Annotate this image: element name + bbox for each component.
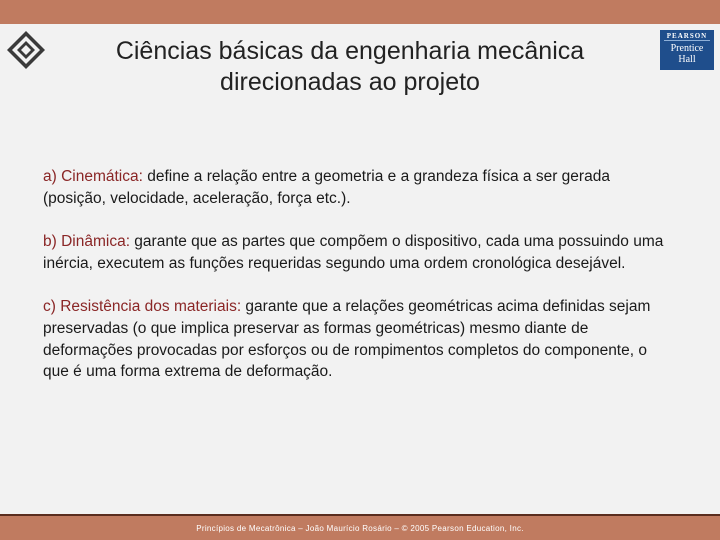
definition-kinematics: define a relação entre a geometria e a grandeza física a ser gerada (posição, velocidade, aceleração, força etc.).: [43, 168, 610, 207]
footer-text: Princípios de Mecatrônica – João Maurício Rosário – © 2005 Pearson Education, Inc.: [196, 524, 524, 533]
paragraph-strength-of-materials: [43, 296, 668, 383]
term-kinematics: a) Cinemática:: [43, 168, 143, 185]
publisher-logo: [660, 30, 714, 70]
definition-strength-of-materials: garante que a relações geométricas acima definidas sejam preservadas (o que implica preservar as formas geométricas) mesmo diante de deformações provocadas por esforços ou de rompimentos completos do componente, o que é uma forma extrema de deformação.: [43, 298, 651, 381]
term-strength-of-materials: c) Resistência dos materiais:: [43, 298, 242, 316]
definition-dynamics: garante que as partes que compõem o dispositivo, cada uma possuindo uma inércia, executem as funções requeridas segundo uma ordem cronológica desejável.: [43, 233, 664, 272]
title-line-1: Ciências básicas da engenharia mecânica: [115, 37, 585, 65]
publisher-imprint-line2: Hall: [678, 54, 696, 65]
publisher-imprint-line1: Prentice: [670, 43, 704, 54]
top-bar: [0, 0, 720, 24]
title-line-2: direcionadas ao projeto: [220, 68, 480, 96]
content-body: [43, 166, 668, 405]
paragraph-kinematics: [43, 166, 668, 209]
term-dynamics: b) Dinâmica:: [43, 233, 130, 251]
paragraph-dynamics: [43, 231, 668, 274]
publisher-brand: PEARSON: [664, 30, 710, 41]
diamond-logo-icon: [6, 30, 46, 70]
page-title: [70, 36, 630, 98]
